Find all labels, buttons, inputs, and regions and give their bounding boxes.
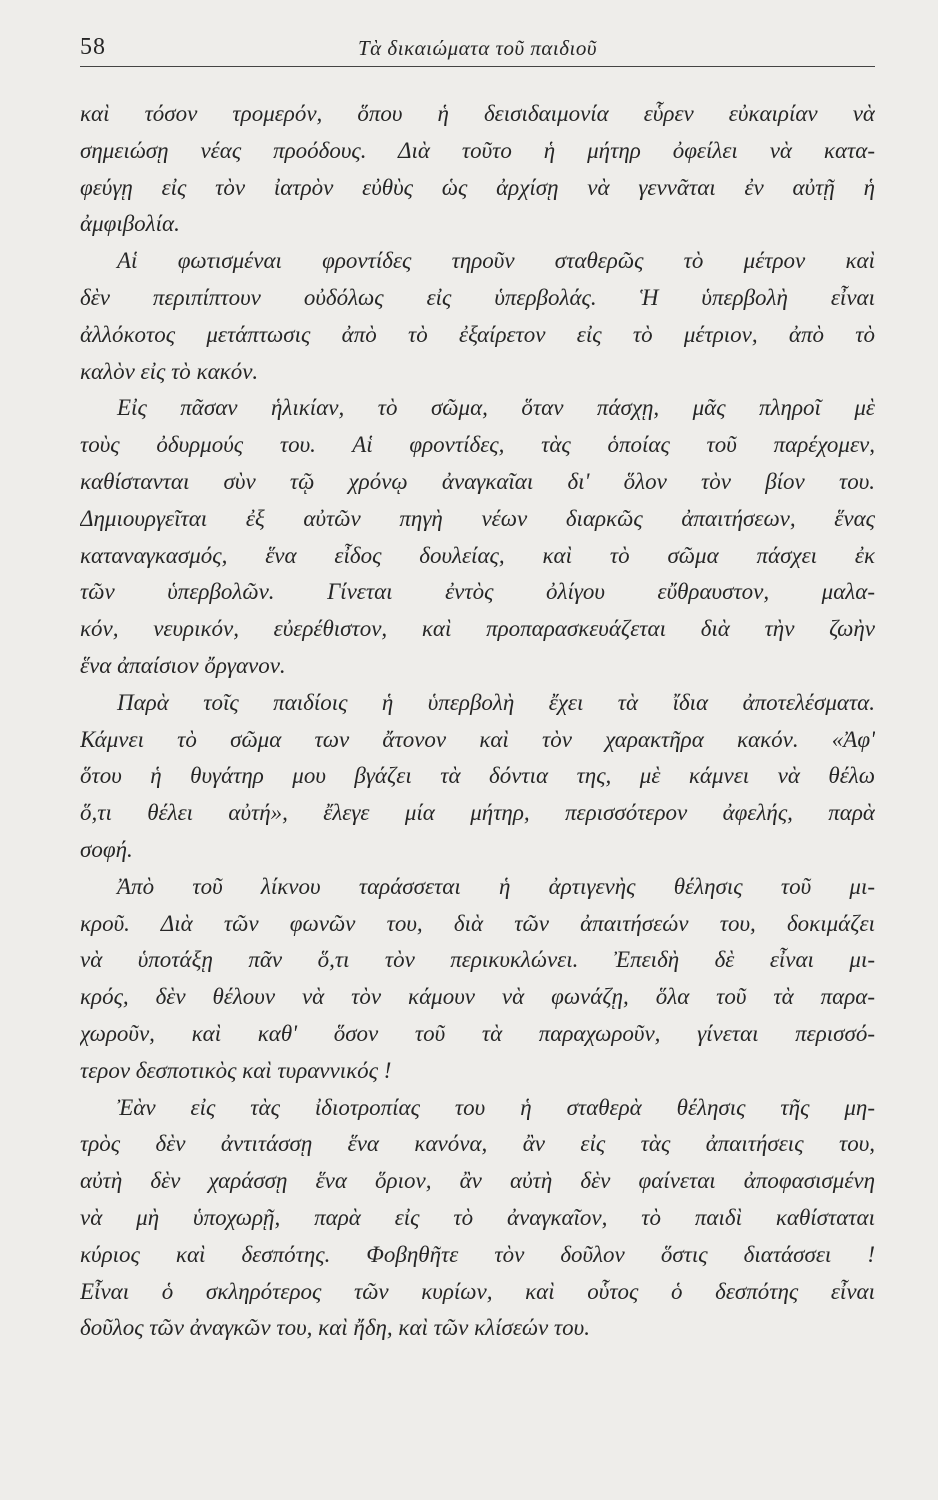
text-line: ὅτου ἡ θυγάτηρ μου βγάζει τὰ δόντια της, μὲ κάμνει νὰ θέλω xyxy=(80,763,875,789)
text-line: Ἀπὸ τοῦ λίκνου ταράσσεται ἡ ἀρτιγενὴς θέλησις τοῦ μι- xyxy=(117,873,875,899)
text-line: νὰ μὴ ὑποχωρῇ, παρὰ εἰς τὸ ἀναγκαῖον, τὸ παιδὶ καθίσταται xyxy=(80,1204,875,1230)
text-line: κρός, δὲν θέλουν νὰ τὸν κάμουν νὰ φωνάζῃ, ὅλα τοῦ τὰ παρα- xyxy=(80,984,875,1010)
paragraph xyxy=(80,390,875,684)
paragraph xyxy=(80,869,875,1090)
text-line: φεύγῃ εἰς τὸν ἰατρὸν εὐθὺς ὡς ἀρχίσῃ νὰ γεννᾶται ἐν αὐτῇ ἡ xyxy=(80,174,875,200)
paragraph xyxy=(80,1090,875,1348)
text-line: τοὺς ὀδυρμούς του. Αἱ φροντίδες, τὰς ὁποίας τοῦ παρέχομεν, xyxy=(80,432,875,458)
text-line: σοφή. xyxy=(80,836,133,862)
text-line: δὲν περιπίπτουν οὐδόλως εἰς ὑπερβολάς. Ἡ ὑπερβολὴ εἶναι xyxy=(80,284,875,310)
text-line: καθίστανται σὺν τῷ χρόνῳ ἀναγκαῖαι δι' ὅλον τὸν βίον του. xyxy=(80,468,875,494)
text-line: ὅ,τι θέλει αὐτή», ἔλεγε μία μήτηρ, περισσότερον ἀφελής, παρὰ xyxy=(80,800,875,826)
text-line: Εἰς πᾶσαν ἡλικίαν, τὸ σῶμα, ὅταν πάσχῃ, μᾶς πληροῖ μὲ xyxy=(117,395,875,421)
text-line: Αἱ φωτισμέναι φροντίδες τηροῦν σταθερῶς τὸ μέτρον καὶ xyxy=(117,248,875,274)
text-line: αὐτὴ δὲν χαράσσῃ ἕνα ὅριον, ἂν αὐτὴ δὲν φαίνεται ἀποφασισμένη xyxy=(80,1168,875,1194)
text-line: κόν, νευρικόν, εὐερέθιστον, καὶ προπαρασκευάζεται διὰ τὴν ζωὴν xyxy=(80,616,875,642)
text-line: Εἶναι ὁ σκληρότερος τῶν κυρίων, καὶ οὗτος ὁ δεσπότης εἶναι xyxy=(80,1278,875,1304)
text-line: καταναγκασμός, ἕνα εἶδος δουλείας, καὶ τὸ σῶμα πάσχει ἐκ xyxy=(80,542,875,568)
page-number: 58 xyxy=(80,34,106,60)
text-line: καλὸν εἰς τὸ κακόν. xyxy=(80,358,259,384)
text-line: ἀμφιβολία. xyxy=(80,211,180,237)
running-title: Τὰ δικαιώματα τοῦ παιδιοῦ xyxy=(357,36,597,60)
paragraph xyxy=(80,243,875,390)
body-text xyxy=(80,96,875,1347)
paragraph xyxy=(80,685,875,869)
paragraph xyxy=(80,96,875,243)
text-line: Ἐὰν εἰς τὰς ἰδιοτροπίας του ἡ σταθερὰ θέλησις τῆς μη- xyxy=(117,1094,875,1120)
text-line: χωροῦν, καὶ καθ' ὅσον τοῦ τὰ παραχωροῦν, γίνεται περισσό- xyxy=(80,1020,875,1046)
text-line: Παρὰ τοῖς παιδίοις ἡ ὑπερβολὴ ἔχει τὰ ἴδια ἀποτελέσματα. xyxy=(117,689,875,715)
text-line: κροῦ. Διὰ τῶν φωνῶν του, διὰ τῶν ἀπαιτήσεών του, δοκιμάζει xyxy=(80,910,875,936)
text-line: ἕνα ἀπαίσιον ὄργανον. xyxy=(80,652,286,678)
page-header xyxy=(80,30,875,66)
text-line: Κάμνει τὸ σῶμα των ἄτονον καὶ τὸν χαρακτῆρα κακόν. «Ἀφ' xyxy=(80,726,875,752)
text-line: δοῦλος τῶν ἀναγκῶν του, καὶ ἤδη, καὶ τῶν κλίσεών του. xyxy=(80,1315,590,1341)
text-line: ἀλλόκοτος μετάπτωσις ἀπὸ τὸ ἐξαίρετον εἰς τὸ μέτριον, ἀπὸ τὸ xyxy=(80,321,875,347)
text-line: νὰ ὑποτάξῃ πᾶν ὅ,τι τὸν περικυκλώνει. Ἐπειδὴ δὲ εἶναι μι- xyxy=(80,947,875,973)
text-line: τερον δεσποτικὸς καὶ τυραννικός ! xyxy=(80,1057,392,1083)
text-line: σημειώσῃ νέας προόδους. Διὰ τοῦτο ἡ μήτηρ ὀφείλει νὰ κατα- xyxy=(80,137,875,163)
text-line: Δημιουργεῖται ἐξ αὐτῶν πηγὴ νέων διαρκῶς ἀπαιτήσεων, ἕνας xyxy=(80,505,875,531)
text-line: τρὸς δὲν ἀντιτάσσῃ ἕνα κανόνα, ἂν εἰς τὰς ἀπαιτήσεις του, xyxy=(80,1131,875,1157)
text-line: κύριος καὶ δεσπότης. Φοβηθῆτε τὸν δοῦλον ὅστις διατάσσει ! xyxy=(80,1241,875,1267)
text-line: τῶν ὑπερβολῶν. Γίνεται ἐντὸς ὀλίγου εὔθραυστον, μαλα- xyxy=(80,579,875,605)
text-line: καὶ τόσον τρομερόν, ὅπου ἡ δεισιδαιμονία εὗρεν εὐκαιρίαν νὰ xyxy=(80,101,875,126)
header-rule xyxy=(80,66,875,67)
